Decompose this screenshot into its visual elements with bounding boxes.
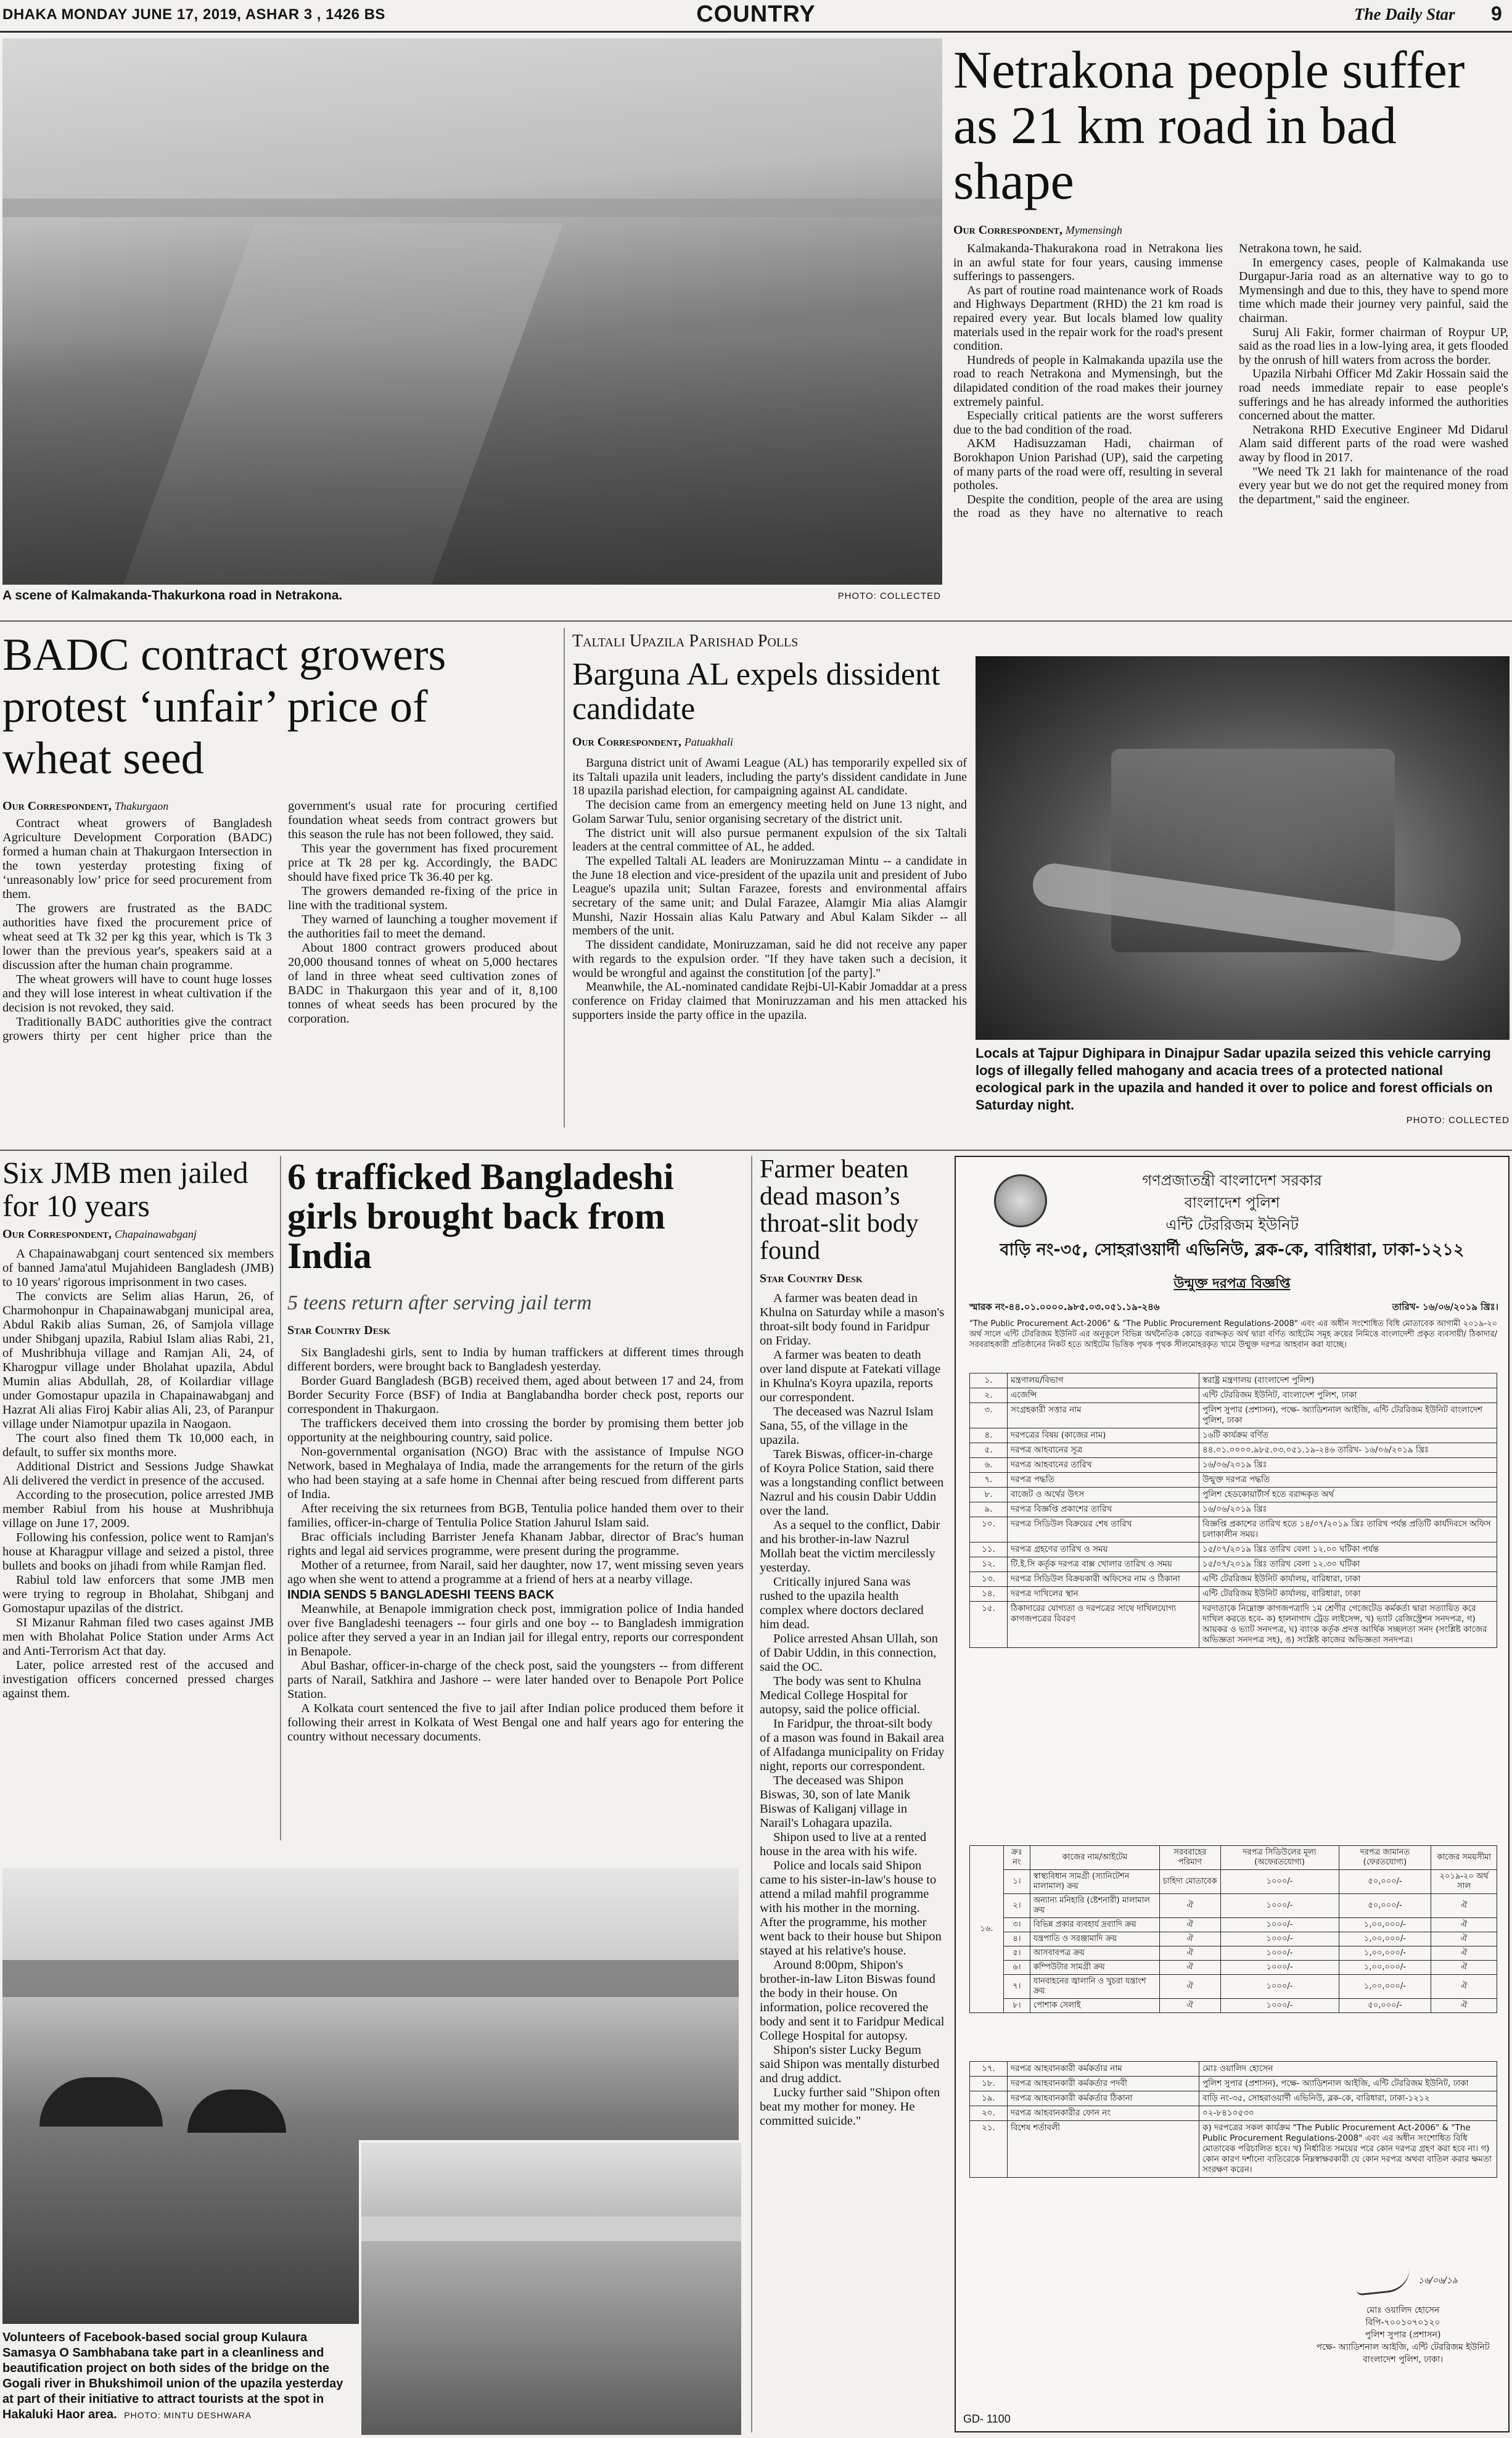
tender-footer-row (970, 2121, 1497, 2178)
paragraph: The convicts are Selim alias Harun, 26, of Charmohonpur in Chapainawabganj municipal area, Abdul Rakib alias Suman, 26, of Samjola village under Shibganj upazila, Rabiul Islam alias Rabi, 21, of Mushribhuja village and Ramjan Ali, 24, of Kharogpur village under Bholahat upazila, Abdul Mumin alias Abdullah, 28, of Koilardiar village under Gomostapur upazila in Chapainawabganj and Hazrat Ali alias Firoj Kabir alias Ali, 23, of Paranpur village under Niamotpur upazila in Naogaon. (2, 1290, 274, 1431)
barguna-headline: Barguna AL expels dissident candidate (572, 657, 940, 727)
items-cell: ২। (1004, 1894, 1030, 1918)
row-label: দরপত্র গ্রহণের তারিখ ও সময় (1008, 1542, 1199, 1557)
paragraph: The body was sent to Khulna Medical College Hospital for autopsy, said the police official. (760, 1674, 921, 1716)
items-cell: ঐ (1160, 1975, 1220, 1999)
paragraph: Meanwhile, at Benapole immigration check post, immigration police of India handed over five Bangladeshi teenagers -- four girls and one boy -- to Bangladesh immigration police after they served a year in an Indian jail for illegal entry, reports our correspondent in Benapole. (287, 1602, 744, 1658)
items-row (970, 1894, 1497, 1918)
gd-number: GD- 1100 (963, 2413, 1011, 2425)
tender-title: উন্মুক্ত দরপত্র বিজ্ঞপ্তি (1173, 1276, 1291, 1291)
row-label: দরপত্র সিডিউল বিক্রয়ের শেষ তারিখ (1008, 1517, 1199, 1542)
row-value: পুলিশ সুপার (প্রশাসন), পক্ষে- অ্যাডিশনাল আইজি, এন্টি টেররিজম ইউনিট, ঢাকা (1199, 2077, 1497, 2091)
row-value: দরদাতাকে নিম্নোক্ত কাগজপত্রাদি ১ম শ্রেণীর গেজেটেড কর্মকর্তা দ্বারা সত্যায়িত করে দাখিল করতে হবে- ক) হালনাগাদ ট্রেড লাইসেন্স, খ) ভ্যাট রেজিস্ট্রেশন সনদপত্র, গ) আয়কর ও ভ্যাট সনদপত্র, ঘ) ব্যাংক কর্তৃক প্রদত্ত আর্থিক সচ্ছলতা সনদ (সংশ্লিষ্ট কাজের অভিজ্ঞতা সনদপত্র সহ), ঙ) সংশ্লিষ্ট কাজের অভিজ্ঞতা সনদপত্র। (1199, 1602, 1497, 1648)
paragraph: "We need Tk 21 lakh for maintenance of the road every year but we do not get the required money from the department," said the engineer. (1239, 464, 1508, 506)
items-cell: ১,০০,০০০/- (1339, 1932, 1431, 1946)
items-row-number: ১৬. (970, 1846, 1004, 2013)
column-rule (564, 628, 565, 1127)
items-cell: স্বাস্থ্যবিধান সামগ্রী (স্যানিটেশন মালামাল) ক্রয় (1030, 1870, 1159, 1894)
tender-items-table (969, 1845, 1497, 2013)
paragraph: The deceased was Nazrul Islam Sana, 55, of the village in the upazila. (760, 1405, 934, 1447)
paragraph: Six Bangladeshi girls, sent to India by human traffickers at different times through different borders, were brought back to Bangladesh yesterday. (287, 1346, 744, 1373)
tender-address: বাড়ি নং-৩৫, সোহরাওয়ার্দী এভিনিউ, ব্লক-কে, বারিধারা, ঢাকা-১২১২ (1000, 1240, 1465, 1259)
netrakona-headline: Netrakona people suffer as 21 km road in bad shape (953, 40, 1465, 210)
trafficked-byline: Star Country Desk (287, 1324, 390, 1337)
items-cell: অন্যান্য মনিহারি (ষ্টেশনারী) মালামাল ক্রয় (1030, 1894, 1159, 1918)
paragraph: SI Mizanur Rahman filed two cases against JMB men with Bholahat Police Station under Arms Act and Anti-Terrorism Act that day. (2, 1616, 274, 1658)
paragraph: The growers demanded re-fixing of the price in line with the traditional system. (288, 884, 557, 912)
row-number: ৮. (970, 1488, 1008, 1502)
byline-text: Our Correspondent, (2, 1227, 112, 1241)
signer-for: পক্ষে- অ্যাডিশনাল আইজি, এন্টি টেররিজম ইউনিট (1316, 2342, 1490, 2352)
items-cell: ১,০০,০০০/- (1339, 1918, 1431, 1932)
items-cell: ঐ (1160, 1961, 1220, 1975)
paragraph: In emergency cases, people of Kalmakanda use Durgapur-Jaria road as an alternative way to go to Mymensingh and due to this, they have to spend more time which made their journey very painful, said the chairman. (1239, 255, 1508, 325)
trafficked-body (287, 1346, 744, 1839)
row-label: দরপত্র আহবানকারীর ফোন নং (1008, 2106, 1199, 2121)
row-label: দরপত্র আহবানকারী কর্মকর্তার ঠিকানা (1008, 2091, 1199, 2106)
row-label: বাজেট ও অর্থের উৎস (1008, 1488, 1199, 1502)
tender-row (970, 1388, 1497, 1403)
tajpur-credit: PHOTO: COLLECTED (1406, 1115, 1510, 1126)
row-number: ১০. (970, 1517, 1008, 1542)
paragraph: Meanwhile, the AL-nominated candidate Rejbi-Ul-Kabir Jomaddar at a press conference on Friday claimed that Moniruzzaman and his men attacked his supporters inside the party office in the upazila. (572, 980, 967, 1022)
tender-row (970, 1587, 1497, 1602)
column-rule (751, 1156, 752, 2432)
items-cell: ১০০০/- (1220, 1961, 1339, 1975)
tender-date: তারিখ- ১৬/০৬/২০১৯ খ্রিঃ। (1392, 1301, 1498, 1312)
byline-text: Our Correspondent, (953, 223, 1062, 237)
row-value: এন্টি টেররিজম ইউনিট কার্যালয়, বারিধারা, ঢাকা (1199, 1587, 1497, 1602)
row-value: বাড়ি নং-৩৫, সোহরাওয়ার্দী এভিনিউ, ব্লক-কে, বারিধারা, ঢাকা-১২১২ (1199, 2091, 1497, 2106)
paragraph: Following his confession, police went to Ramjan's house at Kharagpur village and seized a pistol, three bullets and books on jihadi from while Ramjan fled. (2, 1531, 274, 1573)
tender-footer-table (969, 2061, 1497, 2178)
row-label: টি.ই.সি কর্তৃক দরপত্র বাক্স খোলার তারিখ ও সময় (1008, 1557, 1199, 1572)
row-value: পুলিশ সুপার (প্রশাসন), পক্ষে- অ্যাডিশনাল আইজি, এন্টি টেররিজম ইউনিট বাংলাদেশ পুলিশ, ঢাকা (1199, 1403, 1497, 1428)
row-number: ৪. (970, 1428, 1008, 1443)
items-cell: ৫০,০০০/- (1339, 1894, 1431, 1918)
column-rule (280, 1156, 281, 1840)
row-number: ১৯. (970, 2091, 1008, 2106)
signer-name: মোঃ ওয়ালিদ হোসেন (1366, 2305, 1440, 2315)
row-label: সংগ্রহকারী সত্তার নাম (1008, 1403, 1199, 1428)
tender-row (970, 1557, 1497, 1572)
paragraph: Police arrested Ahsan Ullah, son of Dabir Uddin, in this connection, said the OC. (760, 1632, 939, 1674)
row-label: দরপত্র দাখিলের স্থান (1008, 1587, 1199, 1602)
row-value: ৪৪.০১.০০০০.৯৮৫.০৩.০৫১.১৯-২৪৬ তারিখ- ১৬/০৬/২০১৯ খ্রিঃ (1199, 1443, 1497, 1458)
tender-footer-row (970, 2077, 1497, 2091)
items-cell: ১,০০,০০০/- (1339, 1946, 1431, 1961)
caption-text: Volunteers of Facebook-based social group Kulaura Samasya O Sambhabana take part in a cleanliness and beautification project on both sides of the bridge on the Gogali river in Bhukshimoil union of the upazila yesterday at part of their initiative to attract tourists at the spot in Hakaluki Haor area. (2, 2331, 343, 2421)
row-number: ১১. (970, 1542, 1008, 1557)
byline-text: Our Correspondent, (2, 799, 112, 813)
paragraph: Suruj Ali Fakir, former chairman of Roypur UP, said as the road lies in a low-lying area, it gets flooded by the onrush of hill waters from across the border. (1239, 325, 1508, 367)
paragraph: Netrakona RHD Executive Engineer Md Didarul Alam said different parts of the road were washed away by flood in 2017. (1239, 422, 1508, 464)
paragraph: Shipon's sister Lucky Begum said Shipon was mentally disturbed and drug addict. (760, 2043, 940, 2085)
paragraph: The wheat growers will have to count huge losses and they will lose interest in wheat cultivation if the decision is not revoked, they said. (2, 973, 272, 1015)
jmb-byline (2, 1227, 197, 1242)
row-label: বিশেষ শর্তাবলী (1008, 2121, 1199, 2178)
items-cell: ঐ (1431, 1932, 1497, 1946)
items-cell: ১,০০,০০০/- (1339, 1961, 1431, 1975)
tender-notice (955, 1156, 1510, 2432)
tender-row (970, 1502, 1497, 1517)
paragraph: A farmer was beaten to death over land dispute at Fatekati village in Khulna's Koyra upazila, reports our correspondent. (760, 1348, 941, 1404)
paragraph: Abul Bashar, officer-in-charge of the check post, said the youngsters -- from different parts of Narail, Satkhira and Jashore -- were later handed over to Benapole Port Police Station. (287, 1659, 744, 1701)
row-number: ১৮. (970, 2077, 1008, 2091)
items-cell: ঐ (1160, 1946, 1220, 1961)
paragraph: Upazila Nirbahi Officer Md Zakir Hossain said the road needs immediate repair to ease people's sufferings and he has already informed the authorities concerned about the matter. (1239, 367, 1508, 423)
items-cell: ১০০০/- (1220, 1946, 1339, 1961)
tajpur-vehicle-photo (976, 656, 1510, 1040)
row-value: ১৫/০৭/২০১৯ খ্রিঃ তারিখ বেলা ১২.০০ ঘটিকা পর্যন্ত (1199, 1542, 1497, 1557)
barguna-byline (572, 735, 733, 749)
signer-org: বাংলাদেশ পুলিশ, ঢাকা। (1362, 2355, 1444, 2365)
items-cell: বিভিন্ন প্রকার ব্যবহার্য দ্রব্যাদি ক্রয় (1030, 1918, 1159, 1932)
header-dateline: DHAKA MONDAY JUNE 17, 2019, ASHAR 3 , 1426 BS (2, 6, 385, 23)
paragraph: Barguna district unit of Awami League (AL) has temporarily expelled six of its Taltali upazila unit leaders, including the party's dissident candidate in June 18 upazila parishad election, for campaigning against AL candidate. (572, 756, 967, 798)
row-label: এজেন্সি (1008, 1388, 1199, 1403)
paragraph: The expelled Taltali AL leaders are Moniruzzaman Mintu -- a candidate in the June 18 election and vice-president of the upazila unit and president of Jubo League's upazila unit; Sultan Farazee, forests and environmental affairs secretary of the same unit; and Dulal Farazee, Alamgir Mia alias Alamgir Munshi, Nazir Hossain alias Kalu Patwary and Abul Kalam Sikder -- all members of the unit. (572, 854, 967, 938)
paragraph: Tarek Biswas, officer-in-charge of Koyra Police Station, said there was a longstanding conflict between Nazrul and his cousin Dabir Uddin over the land. (760, 1448, 944, 1518)
paragraph: Traditionally BADC authorities give the contract growers thirty per cent higher price than the government's usual rate for procuring certified foundation wheat seeds from contract growers but this season the rule has not been followed, they said. (2, 799, 557, 1043)
paragraph: Later, police arrested rest of the accused and investigation officers concerned pressed charges against them. (2, 1658, 274, 1700)
tender-row (970, 1572, 1497, 1587)
paragraph: The court also fined them Tk 10,000 each, in default, to suffer six months more. (2, 1431, 274, 1459)
row-label: ঠিকাদারের যোগ্যতা ও দরপত্রের সাথে দাখিলযোগ্য কাগজপত্রের বিবরণ (1008, 1602, 1199, 1648)
tender-row (970, 1602, 1497, 1648)
items-row (970, 1999, 1497, 2013)
items-row (970, 1946, 1497, 1961)
paragraph: Despite the condition, people of the area are using the road as they have no alternative to reach Netrakona town, he said. (953, 242, 1362, 521)
header-rule (0, 31, 1512, 33)
kulaura-bridge-photo (359, 2140, 744, 2437)
tender-row (970, 1517, 1497, 1542)
tender-row (970, 1473, 1497, 1488)
byline-location: Chapainawabganj (114, 1228, 197, 1240)
paragraph: The deceased was Shipon Biswas, 30, son of late Manik Biswas of Kaliganj village in Narail's Lohagara upazila. (760, 1774, 911, 1830)
items-row (970, 1870, 1497, 1894)
items-cell: ৬। (1004, 1961, 1030, 1975)
paragraph: Around 8:00pm, Shipon's brother-in-law Liton Biswas found the body in their house. On information, police recovered the body and sent it to Faridpur Medical College Hospital for autopsy. (760, 1958, 945, 2043)
items-cell: ২০১৯-২০ অর্থ সাল (1431, 1870, 1497, 1894)
row-label: দরপত্র বিজ্ঞপ্তি প্রকাশের তারিখ (1008, 1502, 1199, 1517)
items-cell: ঐ (1431, 1961, 1497, 1975)
trafficked-headline: 6 trafficked Bangladeshi girls brought back from India (287, 1156, 674, 1276)
section-rule-2 (0, 1150, 1512, 1151)
farmer-body (760, 1291, 945, 2432)
items-header-cell: কাজের সময়সীমা (1431, 1846, 1497, 1870)
row-value: ১৬/০৬/২০১৯ খ্রিঃ (1199, 1458, 1497, 1473)
signature-date: ১৬/০৬/১৯ (1418, 2276, 1458, 2286)
netrakona-road-photo (2, 38, 942, 585)
byline-location: Mymensingh (1065, 224, 1122, 236)
items-cell: ১০০০/- (1220, 1932, 1339, 1946)
row-number: ১২. (970, 1557, 1008, 1572)
row-label: দরপত্রের বিষয় (কাজের নাম) (1008, 1428, 1199, 1443)
paragraph: Lucky further said "Shipon often beat my mother for money. He committed suicide." (760, 2086, 940, 2128)
tender-row (970, 1542, 1497, 1557)
paragraph: Contract wheat growers of Bangladesh Agriculture Development Corporation (BADC) formed a human chain at Thakurgaon Intersection in the town yesterday protesting fixing of ‘unreasonably low’ price for seed procurement from them. (2, 817, 272, 901)
items-cell: ঐ (1160, 1932, 1220, 1946)
row-number: ২০. (970, 2106, 1008, 2121)
row-number: ৬. (970, 1458, 1008, 1473)
items-cell: আসবাবপত্র ক্রয় (1030, 1946, 1159, 1961)
row-label: দরপত্র আহবানকারী কর্মকর্তার নাম (1008, 2062, 1199, 2077)
items-cell: চাহিদা মোতাবেক (1160, 1870, 1220, 1894)
items-cell: ১০০০/- (1220, 1894, 1339, 1918)
brand-logo: The Daily Star (1354, 5, 1455, 23)
items-cell: ৭। (1004, 1975, 1030, 1999)
items-row (970, 1932, 1497, 1946)
row-value: ১৬টি কার্যক্রম বর্ণিত (1199, 1428, 1497, 1443)
row-label: দরপত্র পদ্ধতি (1008, 1473, 1199, 1488)
items-header-cell: সরবরাহের পরিমাণ (1160, 1846, 1220, 1870)
tender-main-table (969, 1373, 1497, 1648)
paragraph: Border Guard Bangladesh (BGB) received them, aged about between 17 and 24, from Border Security Force (BSF) of India at Banglabandha border check post, reports our correspondent in Thakurgaon. (287, 1374, 744, 1416)
signer-title: পুলিশ সুপার (প্রশাসন) (1365, 2330, 1441, 2340)
tender-footer-row (970, 2091, 1497, 2106)
row-number: ২. (970, 1388, 1008, 1403)
items-cell: ১০০০/- (1220, 1999, 1339, 2013)
items-header-cell: দরপত্র জামানত (ফেরতযোগ্য) (1339, 1846, 1431, 1870)
row-number: ১৩. (970, 1572, 1008, 1587)
kulaura-credit: PHOTO: MINTU DESHWARA (124, 2410, 252, 2420)
row-number: ২১. (970, 2121, 1008, 2178)
tender-row (970, 1373, 1497, 1388)
tender-govt: গণপ্রজাতন্ত্রী বাংলাদেশ সরকার (1142, 1172, 1322, 1189)
row-value: পুলিশ হেডকোয়ার্টার্স হতে বরাদ্দকৃত অর্থ (1199, 1488, 1497, 1502)
badc-headline: BADC contract growers protest ‘unfair’ price of wheat seed (2, 630, 446, 784)
row-number: ১৭. (970, 2062, 1008, 2077)
row-value: মোঃ ওয়ালিদ হোসেন (1199, 2062, 1497, 2077)
paragraph: Additional District and Sessions Judge Shawkat Ali delivered the verdict in presence of the accused. (2, 1460, 274, 1488)
paragraph: Non-governmental organisation (NGO) Brac with the assistance of Impulse NGO Network, based in Meghalaya of India, made the arrangements for the return of the girls who had been staying at a safe home in Chennai after being rescued from different parts of India. (287, 1445, 744, 1501)
items-cell: ৩। (1004, 1918, 1030, 1932)
paragraph: Especially critical patients are the worst sufferers due to the bad condition of the road. (953, 409, 1223, 437)
items-cell: ঐ (1431, 1946, 1497, 1961)
tender-row (970, 1403, 1497, 1428)
paragraph: The decision came from an emergency meeting held on June 13 night, and Golam Sarwar Tulu, senior organising secretary of the district unit. (572, 798, 967, 826)
netrakona-credit: PHOTO: COLLECTED (837, 591, 941, 601)
signature-mark (1354, 2263, 1412, 2296)
row-value: ক) দরপত্রের সকল কার্যক্রম "The Public Procurement Act-2006" & "The Public Procurement Regulations-2008" এবং এর অধীন সংশোধিত বিধি মোতাবেক পরিচালিত হবে। খ) নির্ধারিত সময়ের পরে কোন দরপত্র গ্রহণ করা হবে না। গ) কোন কারণ দর্শানো ব্যতিরেকে নিম্নস্বাক্ষরকারী যে কোন দরপত্র অথবা বাতিল করার ক্ষমতা সংরক্ষণ করেন। (1199, 2121, 1497, 2178)
paragraph: Rabiul told law enforcers that some JMB men were trying to regroup in Bholahat, Shibganj and Gomostapur upazilas of the district. (2, 1573, 274, 1615)
items-cell: ঐ (1160, 1999, 1220, 2013)
byline-location: Patuakhali (684, 736, 733, 748)
items-cell: যন্ত্রপাতি ও সরঞ্জামাদি ক্রয় (1030, 1932, 1159, 1946)
items-cell: ৫০,০০০/- (1339, 1999, 1431, 2013)
tajpur-caption: Locals at Tajpur Dighipara in Dinajpur Sadar upazila seized this vehicle carrying logs of illegally felled mahogany and acacia trees of a protected national ecological park in the upazila and handed it over to police and forest officials on Saturday night. (976, 1045, 1493, 1113)
row-number: ১৪. (970, 1587, 1008, 1602)
items-cell: ৫। (1004, 1946, 1030, 1961)
items-cell: ঐ (1431, 1918, 1497, 1932)
items-row (970, 1975, 1497, 1999)
items-cell: যানবাহনের জ্বালানি ও খুচরা যন্ত্রাংশ ক্রয় (1030, 1975, 1159, 1999)
paragraph: A farmer was beaten dead in Khulna on Saturday while a mason's throat-silt body found in Faridpur on Friday. (760, 1291, 945, 1348)
section-subheading: INDIA SENDS 5 BANGLADESHI TEENS BACK (287, 1588, 554, 1602)
row-number: ১৫. (970, 1602, 1008, 1648)
row-label: দরপত্র আহবানের তারিখ (1008, 1458, 1199, 1473)
row-label: দরপত্র আহবানকারী কর্মকর্তার পদবী (1008, 2077, 1199, 2091)
items-header-cell: ক্রঃ নং (1004, 1846, 1030, 1870)
items-cell: ১০০০/- (1220, 1870, 1339, 1894)
items-row (970, 1961, 1497, 1975)
byline-location: Thakurgaon (114, 800, 169, 812)
items-header-row (970, 1846, 1497, 1870)
items-header-cell: কাজের নাম/আইটেম (1030, 1846, 1159, 1870)
row-value: বিজ্ঞপ্তি প্রকাশের তারিখ হতে ১৪/০৭/২০১৯ খ্রিঃ তারিখ পর্যন্ত প্রতিটি কার্যদিবসে অফিস চলাকালীন সময়। (1199, 1517, 1497, 1542)
tender-footer-row (970, 2062, 1497, 2077)
paragraph: The traffickers deceived them into crossing the border by promising them better job opportunity at the neighbouring country, said police. (287, 1417, 744, 1444)
paragraph: As part of routine road maintenance work of Roads and Highways Department (RHD) the 21 km road is repaired every year. But locals blamed low quality materials used in the repair work for the road's present condition. (953, 283, 1223, 353)
tender-footer-row (970, 2106, 1497, 2121)
items-cell: ঐ (1160, 1894, 1220, 1918)
items-cell: কম্পিউটার সামগ্রী ক্রয় (1030, 1961, 1159, 1975)
row-label: দরপত্র সিডিউল বিক্রয়কারী অফিসের নাম ও ঠিকানা (1008, 1572, 1199, 1587)
items-cell: পোশাক সেলাই (1030, 1999, 1159, 2013)
barguna-kicker: Taltali Upazila Parishad Polls (572, 632, 799, 651)
row-number: ১. (970, 1373, 1008, 1388)
paragraph: Kalmakanda-Thakurakona road in Netrakona lies in an awful state for four years, causing immense sufferings to passengers. (953, 242, 1223, 284)
netrakona-byline (953, 223, 1122, 237)
paragraph: In Faridpur, the throat-silt body of a mason was found in Bakail area of Alfadanga municipality on Friday night, reports our correspondent. (760, 1717, 945, 1773)
paragraph: The growers are frustrated as the BADC authorities have fixed the procurement price of wheat seed at Tk 32 per kg this year, which is Tk 3 lower than the previous year's, speakers said at a discussion after the human chain programme. (2, 902, 272, 972)
tender-unit: এন্টি টেররিজম ইউনিট (1165, 1216, 1299, 1233)
paragraph: A Kolkata court sentenced the five to jail after Indian police produced them before it following their arrest in Kolkata of West Bengal one and half years ago for entering the country without necessary documents. (287, 1702, 744, 1744)
paragraph: After receiving the six returnees from BGB, Tentulia police handed them over to their families, officer-in-charge of Tentulia Police Station Jahurul Islam said. (287, 1502, 744, 1530)
section-title: COUNTRY (696, 1, 816, 27)
row-value: স্বরাষ্ট্র মন্ত্রণালয় (বাংলাদেশ পুলিশ) (1199, 1373, 1497, 1388)
paragraph: Police and locals said Shipon came to his sister-in-law's house to attend a milad mahfil programme with his mother in the morning. After the programme, his mother went back to their house but Shipon stayed at his relative's house. (760, 1859, 942, 1958)
row-value: এন্টি টেররিজম ইউনিট কার্যালয়, বারিধারা, ঢাকা (1199, 1572, 1497, 1587)
tender-memo: স্মারক নং-৪৪.০১.০০০০.৯৮৫.০৩.০৫১.১৯-২৪৬ (969, 1301, 1160, 1312)
signature-block (1301, 2304, 1505, 2366)
farmer-byline: Star Country Desk (760, 1272, 863, 1285)
paragraph: Shipon used to live at a rented house in the area with his wife. (760, 1831, 927, 1858)
items-cell: ১,০০,০০০/- (1339, 1975, 1431, 1999)
paragraph: Hundreds of people in Kalmakanda upazila use the road to reach Netrakona and Mymensingh, but the dilapidated condition of the road makes their journey extremely painful. (953, 353, 1223, 409)
row-number: ৯. (970, 1502, 1008, 1517)
page-number: 9 (1491, 2, 1502, 25)
barguna-body (572, 756, 967, 1126)
paragraph: As a sequel to the conflict, Dabir and his brother-in-law Nazrul Mollah beat the victim mercilessly yesterday. (760, 1518, 940, 1575)
paragraph: AKM Hadisuzzaman Hadi, chairman of Borokhapon Union Parishad (UP), said the carpeting of many parts of the road were off, resulting in several potholes. (953, 437, 1223, 493)
items-cell: ৮। (1004, 1999, 1030, 2013)
row-label: দরপত্র আহবানের সূত্র (1008, 1443, 1199, 1458)
netrakona-body (953, 242, 1508, 599)
row-value: উন্মুক্ত দরপত্র পদ্ধতি (1199, 1473, 1497, 1488)
badc-body (2, 799, 557, 1120)
tender-dept: বাংলাদেশ পুলিশ (1184, 1194, 1280, 1211)
row-value: এন্টি টেররিজম ইউনিট, বাংলাদেশ পুলিশ, ঢাকা (1199, 1388, 1497, 1403)
row-number: ৩. (970, 1403, 1008, 1428)
row-number: ৭. (970, 1473, 1008, 1488)
tender-row (970, 1488, 1497, 1502)
row-value: ১৫/০৭/২০১৯ খ্রিঃ তারিখ বেলা ১২.৩০ ঘটিকা (1199, 1557, 1497, 1572)
row-label: মন্ত্রণালয়/বিভাগ (1008, 1373, 1199, 1388)
items-cell: ১০০০/- (1220, 1975, 1339, 1999)
paragraph: Brac officials including Barrister Jenefa Khanam Jabbar, director of Brac's human rights and legal aid services programme, were present during the programme. (287, 1530, 744, 1558)
farmer-headline: Farmer beaten dead mason’s throat-slit body found (760, 1155, 919, 1265)
paragraph: According to the prosecution, police arrested JMB member Rabiul from his house at Mushribhuja village on June 17, 2009. (2, 1488, 274, 1530)
row-value: ০২-৮৪১০৫৩০ (1199, 2106, 1497, 2121)
trafficked-subhead: 5 teens return after serving jail term (287, 1291, 592, 1314)
kulaura-caption (2, 2330, 354, 2423)
items-row (970, 1918, 1497, 1932)
items-cell: ৫০,০০০/- (1339, 1870, 1431, 1894)
items-cell: ৪। (1004, 1932, 1030, 1946)
jmb-body (2, 1247, 274, 1839)
items-header-cell: দরপত্র সিডিউলের মূল্য (অফেরতযোগ্য) (1220, 1846, 1339, 1870)
items-cell: ঐ (1160, 1918, 1220, 1932)
paragraph: Mother of a returnee, from Narail, said her daughter, now 17, went missing seven years ago when she went to attend a programme at a friend of hers at a nearby village. (287, 1559, 744, 1586)
netrakona-caption: A scene of Kalmakanda-Thakurkona road in Netrakona. (2, 588, 343, 603)
jmb-headline: Six JMB men jailed for 10 years (2, 1155, 249, 1223)
paragraph: The dissident candidate, Moniruzzaman, said he did not receive any paper with regards to the expulsion order. "If they have taken such a decision, it would be wrongful and against the constitution [of the party]." (572, 938, 967, 980)
items-cell: ১০০০/- (1220, 1918, 1339, 1932)
paragraph: This year the government has fixed procurement price at Tk 28 per kg. Accordingly, the BADC should have fixed price Tk 36.40 per kg. (288, 842, 557, 884)
paragraph: About 1800 contract growers produced about 20,000 thousand tonnes of wheat on 5,000 hectares of land in three wheat seed cultivation zones of BADC in Thakurgaon this year and of it, 8,100 tonnes of wheat seeds has been procured by the corporation. (288, 941, 557, 1026)
items-cell: ঐ (1431, 1999, 1497, 2013)
paragraph: Critically injured Sana was rushed to the upazila health complex where doctors declared him dead. (760, 1575, 924, 1631)
section-rule-1 (0, 620, 1512, 622)
tender-row (970, 1458, 1497, 1473)
byline-text: Our Correspondent, (572, 735, 681, 749)
signer-id: বিপি-৭০০১০৭০১২০ (1365, 2318, 1440, 2328)
paragraph: A Chapainawabganj court sentenced six members of banned Jama'atul Mujahideen Bangladesh (JMB) to 10 years' rigorous imprisonment in two cases. (2, 1247, 274, 1289)
tender-row (970, 1443, 1497, 1458)
tender-intro: "The Public Procurement Act-2006" & "The Public Procurement Regulations-2008" এবং এর অধীন সংশোধিত বিধি মোতাবেক আগামী ২০১৯-২০ অর্থ সালে এন্টি টেররিজম ইউনিট এর অনুকূলে বিভিন্ন অর্থনৈতিক কোডে বরাদ্দকৃত অর্থ দ্বারা বর্ণিত আইটেম সমূহ ক্রয়ের নিমিত্তে বাংলাদেশী প্রকৃত ব্যবসায়ী/ ঠিকাদার/ সরবরাহকারী প্রতিষ্ঠানের নিকট হতে আইটেম ভিত্তিক পৃথক পৃথক সীলমোহরকৃত খামে উন্মুক্ত দরপত্র আহবান করা যাচ্ছে। (969, 1319, 1497, 1349)
items-cell: ১। (1004, 1870, 1030, 1894)
paragraph: The district unit will also pursue permanent expulsion of the six Taltali leaders at the central committee of AL, he added. (572, 826, 967, 854)
page-header (0, 0, 1512, 30)
tender-row (970, 1428, 1497, 1443)
items-cell: ঐ (1431, 1894, 1497, 1918)
items-cell: ঐ (1431, 1975, 1497, 1999)
row-number: ৫. (970, 1443, 1008, 1458)
paragraph: They warned of launching a tougher movement if the authorities fail to meet the demand. (288, 913, 557, 941)
row-value: ১৬/০৬/২০১৯ খ্রিঃ (1199, 1502, 1497, 1517)
